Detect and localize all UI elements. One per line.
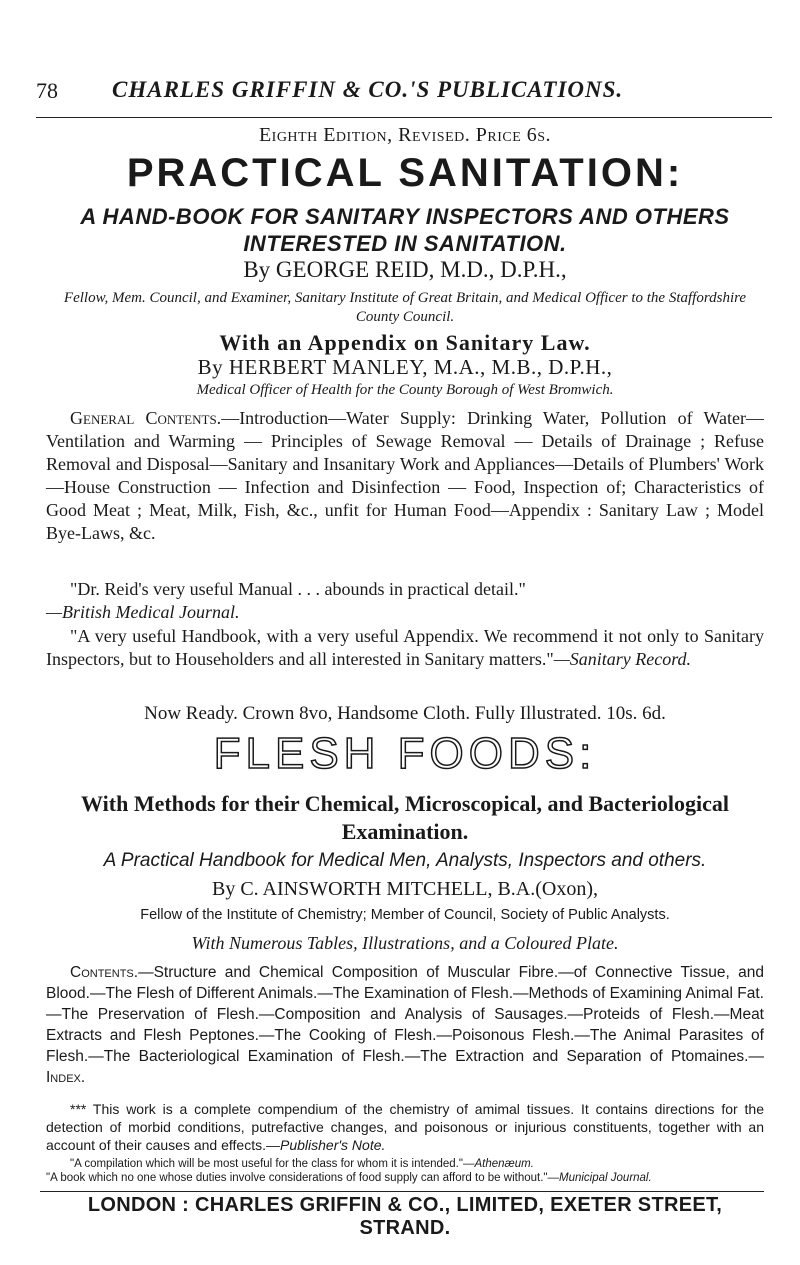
book2-ready-line: Now Ready. Crown 8vo, Handsome Cloth. Fully Illustrated. 10s. 6d.	[144, 703, 666, 724]
book2-review-1-source: —Athenæum.	[462, 1158, 534, 1170]
header-rule	[36, 117, 772, 118]
book2-author: By C. AINSWORTH MITCHELL, B.A.(Oxon),	[211, 878, 598, 900]
book1-contents	[46, 407, 764, 545]
book1-subtitle: A HAND-BOOK FOR SANITARY INSPECTORS AND OTHERS INTERESTED IN SANITATION.	[80, 204, 730, 256]
book2-publishers-note	[46, 1100, 764, 1154]
book1-author: By GEORGE REID, M.D., D.P.H.,	[243, 257, 567, 282]
book2-features: With Numerous Tables, Illustrations, and a Coloured Plate.	[191, 933, 619, 953]
book2-review-2-text: "A book which no one whose duties involve considerations of food supply can afford to be without."	[46, 1172, 548, 1184]
book2-review-1-text: "A compilation which will be most useful for the class for whom it is intended."	[70, 1158, 463, 1170]
publisher-imprint: LONDON : CHARLES GRIFFIN & CO., LIMITED, EXETER STREET, STRAND.	[87, 1194, 723, 1239]
book1-contents-text: —Introduction—Water Supply: Drinking Water, Pollution of Water—Ventilation and Warming — Principles of Sewage Removal — Details of Drainage ; Refuse Removal and Disposal—Sanitary and Insanitary Work and Appliances—Details of Plumbers' Work—House Construction — Infection and Disinfection — Food, Inspection of; Characteristics of Good Meat ; Meat, Milk, Fish, &c., unfit for Human Food—Appendix : Sanitary Law ; Model Bye-Laws, &c.	[46, 408, 764, 543]
book1-review-1-source: —British Medical Journal.	[46, 602, 240, 622]
book1-review-2-text: "A very useful Handbook, with a very useful Appendix. We recommend it not only to Sanitary Inspectors, but to Householders and all interested in Sanitary matters."	[46, 626, 764, 669]
footer-rule	[40, 1191, 764, 1192]
book1-coauthor-affiliation: Medical Officer of Health for the County Borough of West Bromwich.	[196, 382, 614, 398]
book2-contents-label: Contents.	[70, 964, 139, 981]
page-header	[0, 72, 800, 108]
book2-contents-index: Index.	[46, 1069, 86, 1086]
book1-edition-line: Eighth Edition, Revised. Price 6s.	[258, 124, 552, 146]
book2-review-2-source: —Municipal Journal.	[547, 1172, 652, 1184]
book2-note-text: *** This work is a complete compendium of the chemistry of amimal tissues. It contains directions for the detection of morbid conditions, putrefactive changes, and poisonous or injurious constituents, together with an account of their causes and effects.	[46, 1101, 764, 1153]
book2-subtitle: With Methods for their Chemical, Microscopical, and Bacteriological Examination.	[81, 791, 729, 844]
book2-author-affiliation: Fellow of the Institute of Chemistry; Member of Council, Society of Public Analysts.	[140, 907, 670, 923]
book1-author-affiliation: Fellow, Mem. Council, and Examiner, Sanitary Institute of Great Britain, and Medical Officer to the Staffordshire County Council.	[63, 290, 747, 325]
book2-contents-text: —Structure and Chemical Composition of Muscular Fibre.—of Connective Tissue, and Blood.—The Flesh of Different Animals.—The Examination of Flesh.—Methods of Examining Animal Fat.—The Preservation of Flesh.—Composition and Analysis of Sausages.—Proteids of Flesh.—Meat Extracts and Flesh Peptones.—The Cooking of Flesh.—Poisonous Flesh.—The Animal Parasites of Flesh.—The Bacteriological Examination of Flesh.—The Extraction and Separation of Ptomaines.—	[46, 964, 764, 1065]
book2-description: A Practical Handbook for Medical Men, Analysts, Inspectors and others.	[103, 850, 707, 871]
book2-title: FLESH FOODS:	[213, 729, 597, 778]
book1-contents-label: General Contents.	[70, 408, 222, 428]
book1-review-1	[46, 578, 764, 624]
book1-review-1-text: "Dr. Reid's very useful Manual . . . abounds in practical detail."	[70, 579, 526, 599]
book1-coauthor: By HERBERT MANLEY, M.A., M.B., D.P.H.,	[197, 355, 613, 379]
running-title: CHARLES GRIFFIN & CO.'S PUBLICATIONS.	[112, 77, 624, 102]
book2-contents	[46, 962, 764, 1088]
book1-review-2	[46, 625, 764, 671]
book1-review-2-source: —Sanitary Record.	[553, 649, 692, 669]
book1-appendix-line: With an Appendix on Sanitary Law.	[219, 330, 591, 355]
book2-reviews	[46, 1157, 764, 1185]
book1-title: PRACTICAL SANITATION:	[126, 151, 684, 195]
page-number: 78	[36, 78, 58, 103]
book2-note-source: —Publisher's Note.	[266, 1137, 386, 1153]
